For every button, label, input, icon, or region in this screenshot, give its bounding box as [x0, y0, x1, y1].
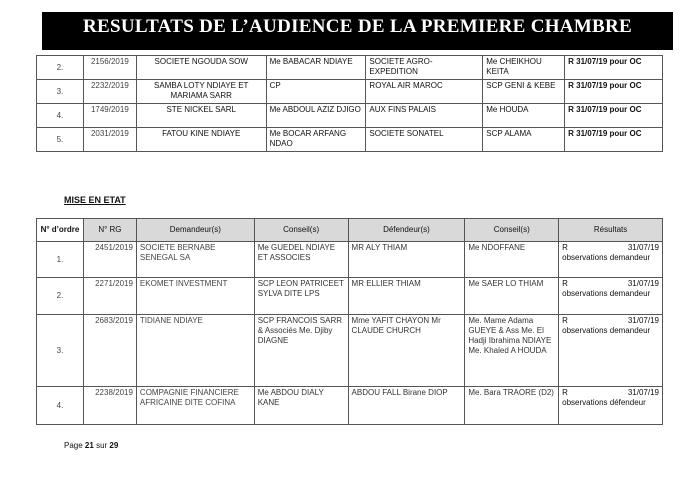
table-row	[37, 80, 663, 104]
row-conseil: Me ABDOUL AZIZ DJIGO	[266, 104, 366, 128]
row-rg: 2683/2019	[83, 315, 136, 387]
footer-prefix: Page	[64, 441, 83, 450]
table-row	[37, 128, 663, 152]
page-title: RESULTATS DE L’AUDIENCE DE LA PREMIERE CHAMBRE	[42, 12, 673, 50]
resultat-line	[562, 279, 659, 289]
row-conseil-2: Me. Mame Adama GUEYE & Ass Me. El Hadji Ibrahima NDIAYE Me. Khaled A HOUDA	[465, 315, 559, 387]
header-demandeur: Demandeur(s)	[136, 219, 254, 242]
row-conseil: Me GUEDEL NDIAYE ET ASSOCIES	[254, 242, 348, 278]
row-resultat	[559, 315, 663, 387]
resultat-r: R	[562, 243, 568, 252]
row-number: 4.	[37, 387, 84, 425]
row-number: 5.	[37, 128, 84, 152]
row-resultat	[559, 278, 663, 315]
row-resultat: R 31/07/19 pour OC	[565, 128, 663, 152]
row-conseil-2: Me SAER LO THIAM	[465, 278, 559, 315]
section-title: MISE EN ETAT	[64, 195, 126, 205]
row-rg: 2232/2019	[83, 80, 136, 104]
row-conseil-2: Me. Bara TRAORE (D2)	[465, 387, 559, 425]
resultat-line	[562, 388, 659, 398]
row-defendeur: MR ELLIER THIAM	[348, 278, 465, 315]
footer-page: 21	[84, 441, 94, 450]
resultat-r: R	[562, 388, 568, 397]
header-defendeur: Défendeur(s)	[348, 219, 465, 242]
resultat-text: observations défendeur	[562, 398, 646, 407]
resultat-text: observations demandeur	[562, 326, 651, 335]
row-demandeur: STE NICKEL SARL	[136, 104, 266, 128]
row-rg: 2156/2019	[83, 56, 136, 80]
footer-sep: sur	[96, 441, 108, 450]
resultat-r: R	[562, 316, 568, 325]
row-conseil-2: Me CHEIKHOU KEITA	[483, 56, 565, 80]
header-num: N° d’ordre	[37, 219, 84, 242]
row-defendeur: AUX FINS PALAIS	[366, 104, 483, 128]
row-conseil: Me BABACAR NDIAYE	[266, 56, 366, 80]
table-row	[37, 315, 663, 387]
resultat-date: 31/07/19	[627, 388, 659, 397]
row-conseil: Me ABDOU DIALY KANE	[254, 387, 348, 425]
row-rg: 1749/2019	[83, 104, 136, 128]
results-table	[36, 55, 663, 152]
row-conseil: SCP FRANCOIS SARR & Associés Me. Djiby DIAGNE	[254, 315, 348, 387]
row-conseil-2: Me NDOFFANE	[465, 242, 559, 278]
row-resultat: R 31/07/19 pour OC	[565, 56, 663, 80]
row-resultat	[559, 242, 663, 278]
header-resultats: Résultats	[559, 219, 663, 242]
row-rg: 2451/2019	[83, 242, 136, 278]
header-conseil-2: Conseil(s)	[465, 219, 559, 242]
row-demandeur: TIDIANE NDIAYE	[136, 315, 254, 387]
row-demandeur: SOCIETE BERNABE SENEGAL SA	[136, 242, 254, 278]
row-defendeur: SOCIETE AGRO-EXPEDITION	[366, 56, 483, 80]
row-defendeur: Mme YAFIT CHAYON Mr CLAUDE CHURCH	[348, 315, 465, 387]
table-row	[37, 56, 663, 80]
row-rg: 2238/2019	[83, 387, 136, 425]
resultat-text: observations demandeur	[562, 289, 651, 298]
row-conseil: Me BOCAR ARFANG NDAO	[266, 128, 366, 152]
row-number: 1.	[37, 242, 84, 278]
row-conseil: CP	[266, 80, 366, 104]
table-row	[37, 242, 663, 278]
table-header-row	[37, 219, 663, 242]
row-conseil: SCP LEON PATRICEET SYLVA DITE LPS	[254, 278, 348, 315]
row-number: 4.	[37, 104, 84, 128]
row-resultat: R 31/07/19 pour OC	[565, 80, 663, 104]
row-demandeur: FATOU KINE NDIAYE	[136, 128, 266, 152]
row-number: 3.	[37, 80, 84, 104]
row-rg: 2031/2019	[83, 128, 136, 152]
row-number: 2.	[37, 56, 84, 80]
row-defendeur: SOCIETE SONATEL	[366, 128, 483, 152]
table-row	[37, 104, 663, 128]
row-defendeur: ABDOU FALL Birane DIOP	[348, 387, 465, 425]
footer-total: 29	[109, 441, 119, 450]
row-demandeur: COMPAGNIE FINANCIERE AFRICAINE DITE COFINA	[136, 387, 254, 425]
resultat-line	[562, 243, 659, 253]
row-defendeur: MR ALY THIAM	[348, 242, 465, 278]
row-conseil-2: SCP GENI & KEBE	[483, 80, 565, 104]
resultat-r: R	[562, 279, 568, 288]
resultat-date: 31/07/19	[627, 316, 659, 325]
row-demandeur: SAMBA LOTY NDIAYE ET MARIAMA SARR	[136, 80, 266, 104]
resultat-date: 31/07/19	[627, 243, 659, 252]
header-conseil: Conseil(s)	[254, 219, 348, 242]
resultat-text: observations demandeur	[562, 253, 651, 262]
row-demandeur: SOCIETE NGOUDA SOW	[136, 56, 266, 80]
resultat-line	[562, 316, 659, 326]
table-row	[37, 278, 663, 315]
table-row	[37, 387, 663, 425]
row-conseil-2: SCP ALAMA	[483, 128, 565, 152]
page-footer	[64, 441, 118, 450]
header-rg: N° RG	[83, 219, 136, 242]
row-number: 2.	[37, 278, 84, 315]
resultat-date: 31/07/19	[627, 279, 659, 288]
row-number: 3.	[37, 315, 84, 387]
row-conseil-2: Me HOUDA	[483, 104, 565, 128]
row-resultat	[559, 387, 663, 425]
row-defendeur: ROYAL AIR MAROC	[366, 80, 483, 104]
mise-en-etat-table	[36, 218, 663, 425]
row-demandeur: EKOMET INVESTMENT	[136, 278, 254, 315]
row-rg: 2271/2019	[83, 278, 136, 315]
row-resultat: R 31/07/19 pour OC	[565, 104, 663, 128]
